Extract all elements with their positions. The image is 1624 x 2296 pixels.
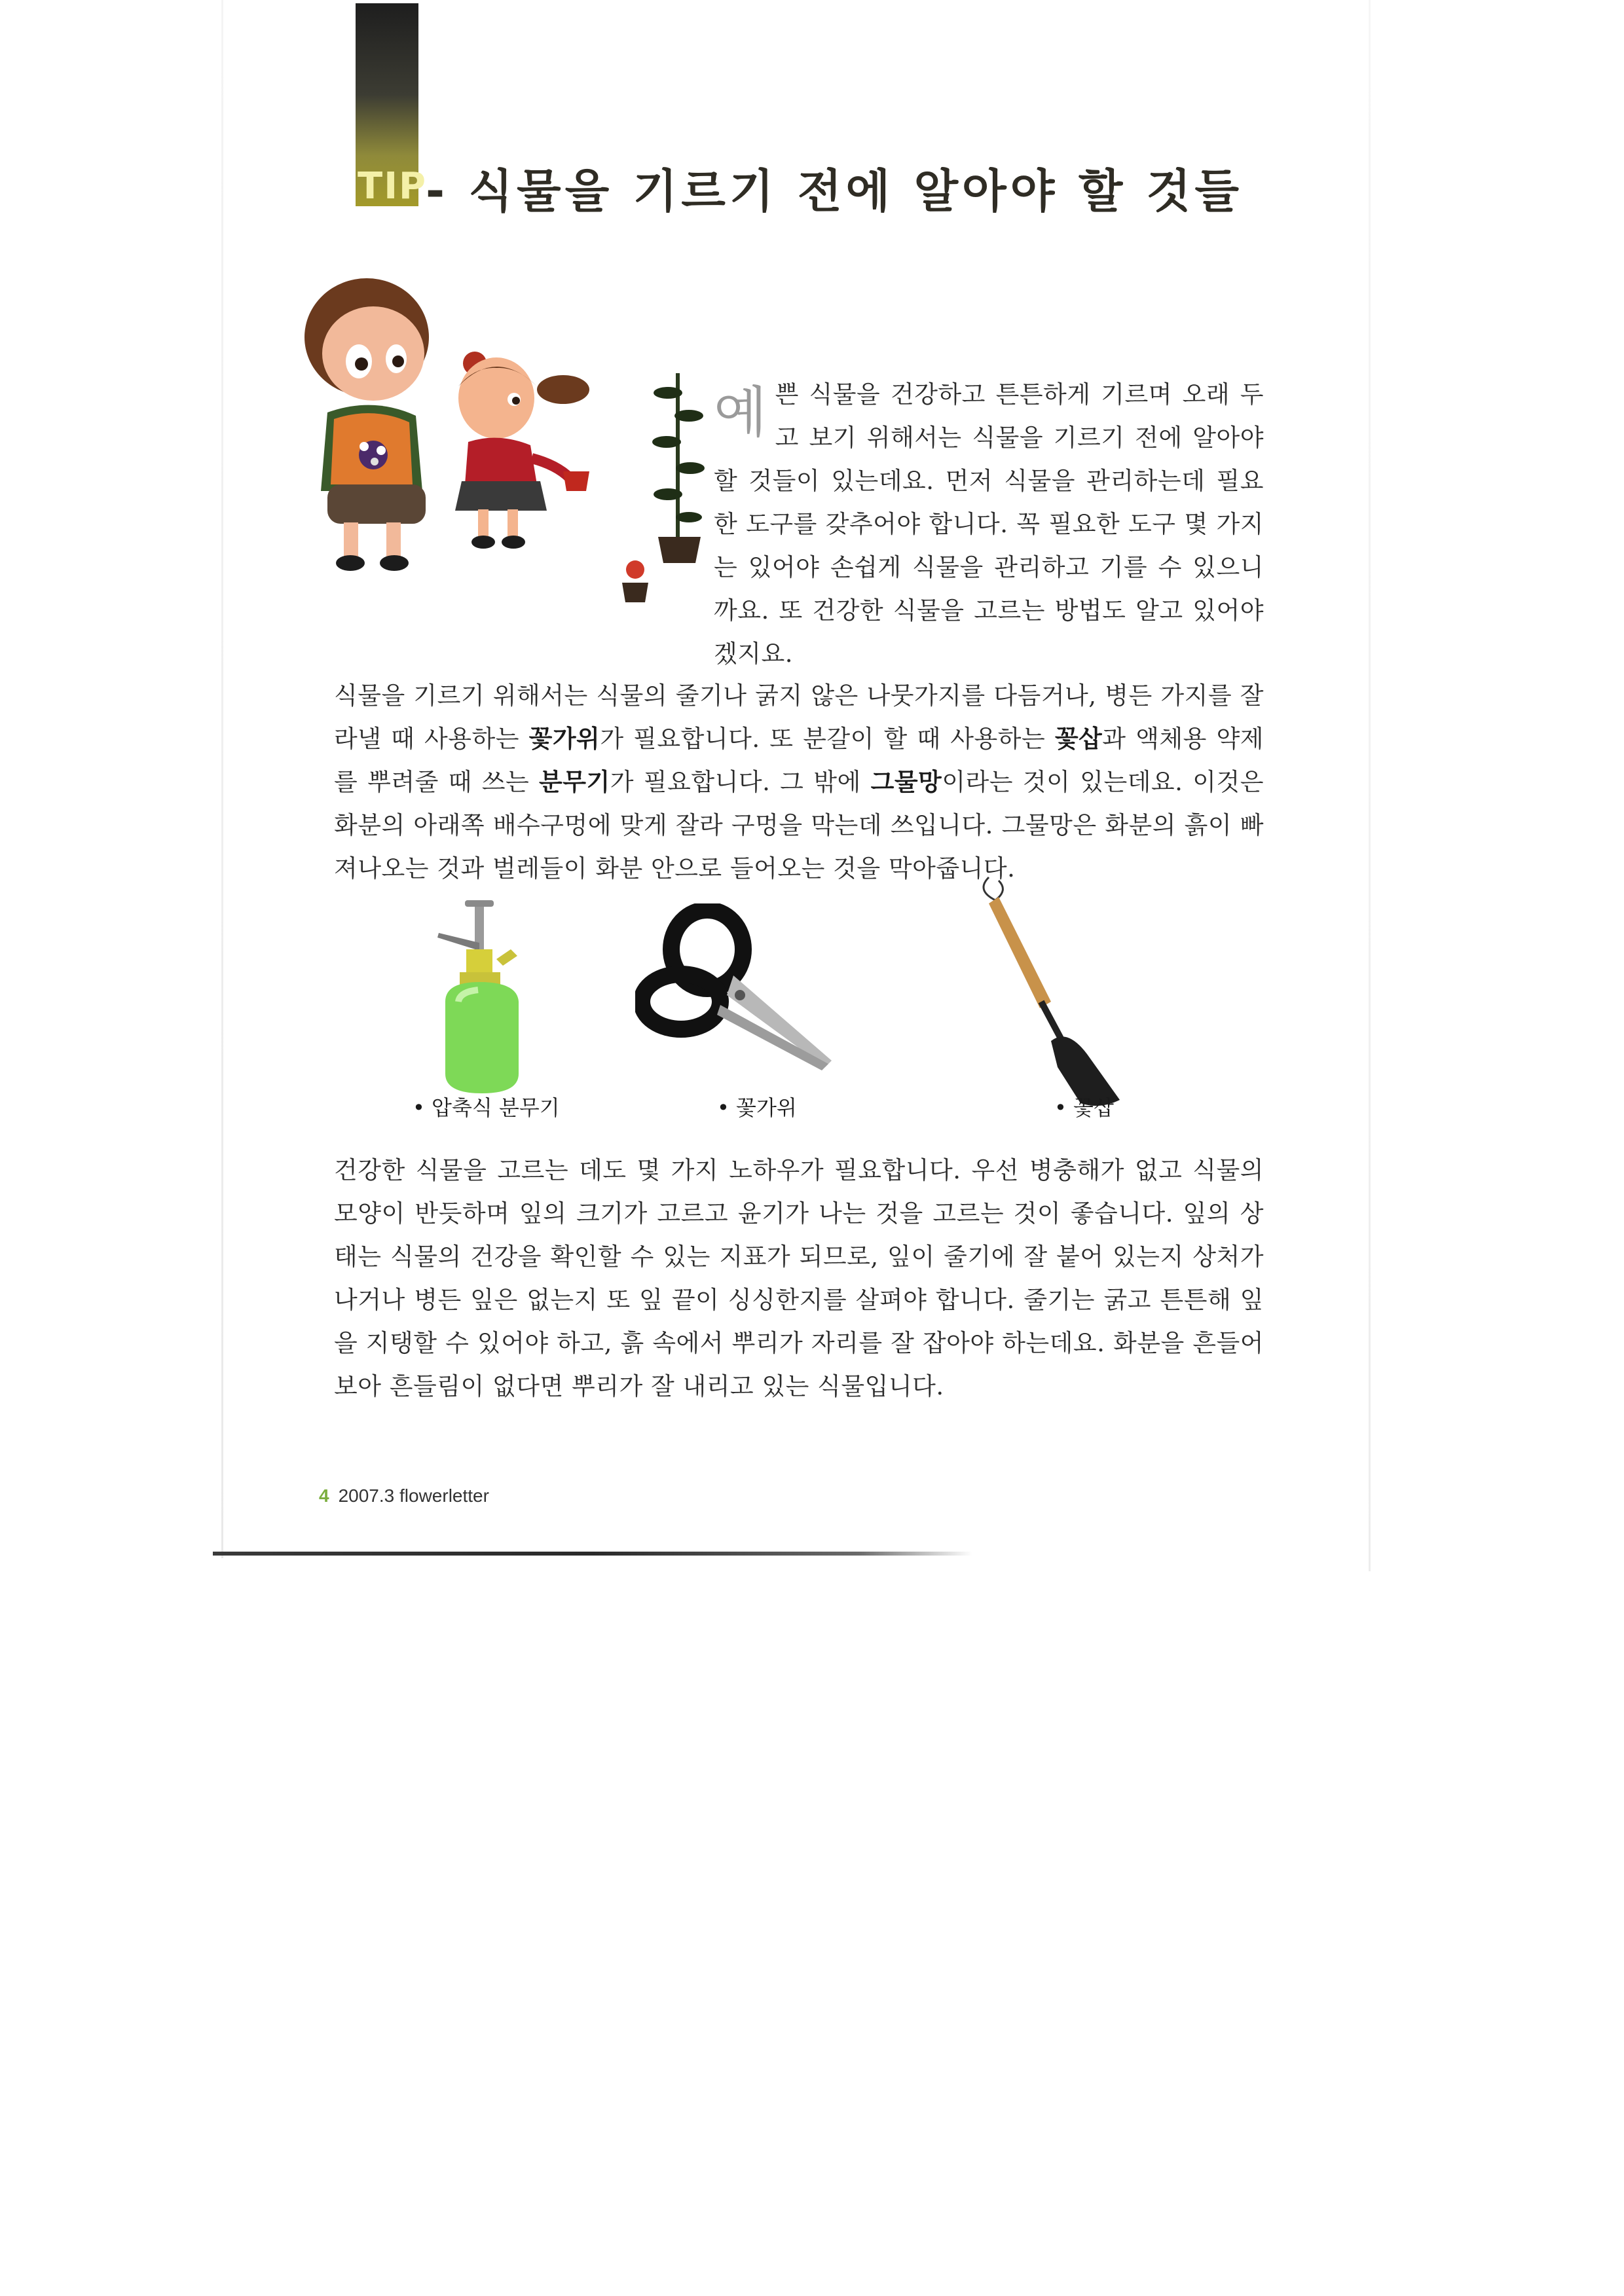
- drop-cap: 예: [714, 380, 767, 445]
- page-bottom-shadow: [213, 1552, 972, 1556]
- clay-dolls-illustration: [282, 275, 714, 615]
- tools-text-3: 과 액체용 약제를 뿌려줄 때 쓰는: [334, 725, 1264, 796]
- tools-text-1: 식물을 기르기 위해서는 식물의 줄기나 굵지 않은 나뭇가지를 다듬거나, 병든 가지를 잘라낼 때 사용하는: [334, 682, 1264, 753]
- tools-text-4: 가 필요합니다. 그 밖에: [610, 768, 871, 796]
- term-trowel: 꽃삽: [1054, 725, 1103, 753]
- caption-sprayer: • 압축식 분무기: [413, 1095, 560, 1120]
- boy-doll: [304, 278, 429, 571]
- page-footer: [319, 1485, 489, 1507]
- intro-paragraph: [714, 373, 1264, 676]
- potted-plant: [622, 373, 705, 602]
- pressure-sprayer-image: [419, 897, 563, 1100]
- trowel-image: [969, 864, 1139, 1106]
- page-number: 4: [319, 1485, 329, 1506]
- term-mesh: 그물망: [870, 768, 942, 796]
- caption-scissors: • 꽃가위: [717, 1095, 797, 1120]
- intro-text: 쁜 식물을 건강하고 튼튼하게 기르며 오래 두고 보기 위해서는 식물을 기르기 전에 알아야 할 것들이 있는데요. 먼저 식물을 관리하는데 필요한 도구를 갖추어야 합니다. 꼭 필요한 도구 몇 가지는 있어야 손쉽게 식물을 관리하고 기를 수 있으니까요. 또 건강한 식물을 고르는 방법도 알고 있어야겠지요.: [714, 380, 1264, 668]
- issue-label: 2007.3 flowerletter: [338, 1485, 489, 1506]
- page-title: - 식물을 기르기 전에 알아야 할 것들: [426, 164, 1243, 218]
- caption-trowel: • 꽃삽: [1054, 1095, 1114, 1120]
- tip-label: TIP: [358, 165, 428, 208]
- tools-text-2: 가 필요합니다. 또 분갈이 할 때 사용하는: [600, 725, 1055, 753]
- page-edge-left: [221, 0, 223, 1558]
- girl-doll: [455, 352, 589, 549]
- tools-paragraph: [334, 674, 1264, 890]
- tools-text-5: 이라는 것이 있는데요. 이것은 화분의 아래쪽 배수구멍에 맞게 잘라 구멍을 막는데 쓰입니다. 그물망은 화분의 흙이 빠져나오는 것과 벌레들이 화분 안으로 들어오는 것을 막아줍니다.: [334, 768, 1264, 883]
- term-flower-scissors: 꽃가위: [528, 725, 600, 753]
- flower-scissors-image: [635, 903, 845, 1087]
- page-edge-right: [1369, 0, 1371, 1571]
- term-sprayer: 분무기: [539, 768, 610, 796]
- choosing-plants-paragraph: 건강한 식물을 고르는 데도 몇 가지 노하우가 필요합니다. 우선 병충해가 없고 식물의 모양이 반듯하며 잎의 크기가 고르고 윤기가 나는 것을 고르는 것이 좋습니다. 잎의 상태는 식물의 건강을 확인할 수 있는 지표가 되므로, 잎이 줄기에 잘 붙어 있는지 상처가 나거나 병든 잎은 없는지 또 잎 끝이 싱싱한지를 살펴야 합니다. 줄기는 굵고 튼튼해 잎을 지탱할 수 있어야 하고, 흙 속에서 뿌리가 자리를 잘 잡아야 하는데요. 화분을 흔들어보아 흔들림이 없다면 뿌리가 잘 내리고 있는 식물입니다.: [334, 1156, 1264, 1400]
